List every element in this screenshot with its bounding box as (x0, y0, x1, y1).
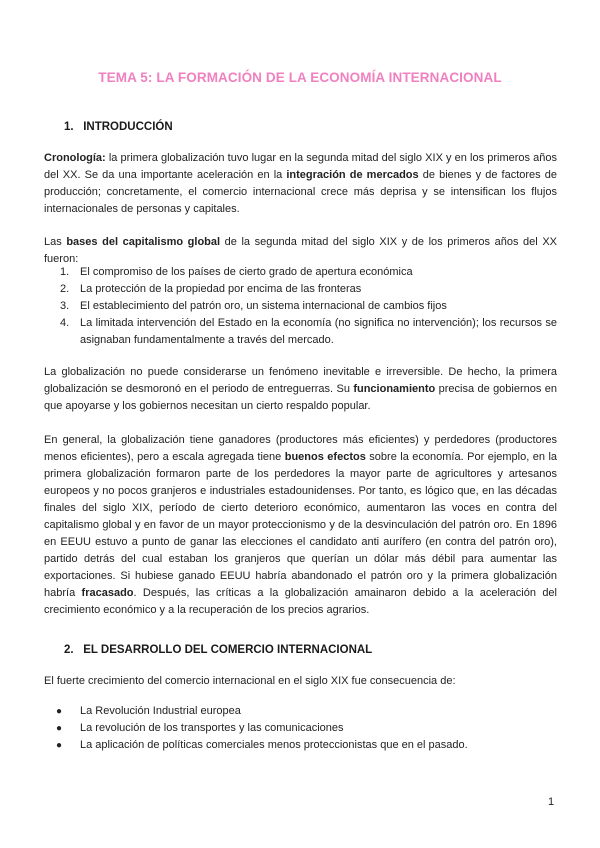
list-item (44, 281, 557, 298)
section-title: INTRODUCCIÓN (83, 121, 173, 133)
causes-list (44, 703, 557, 754)
list-item-text: El establecimiento del patrón oro, un sistema internacional de cambios fijos (80, 300, 447, 312)
paragraph-text: la primera globalización tuvo lugar en la segunda mitad del siglo XIX y en los primeros años del XX. Se da una importante aceleración en la (44, 152, 557, 181)
list-item (44, 737, 557, 754)
list-marker: 2. (60, 283, 70, 295)
list-item (44, 264, 557, 281)
paragraph-emphasis: buenos efectos (284, 451, 366, 463)
paragraph-text: La globalización no puede considerarse un fenómeno inevitable e irreversible. De hecho, la primera globalización se desmoronó en el periodo de entreguerras. Su (44, 366, 557, 395)
paragraph-text: de la segunda mitad del siglo XIX y de los primeros años del XX fueron: (44, 236, 557, 265)
paragraph-text: precisa de gobiernos en que apoyarse y los gobiernos necesitan un cierto respaldo popular. (44, 383, 557, 412)
page-number: 1 (548, 796, 555, 808)
paragraph-globalizacion (44, 364, 557, 415)
section-number: 1. (64, 121, 74, 133)
list-item-text: El compromiso de los países de cierto grado de apertura económica (80, 266, 413, 278)
paragraph-emphasis: funcionamiento (353, 383, 436, 395)
section-heading-comercio (64, 644, 372, 656)
list-item (44, 298, 557, 315)
list-item (44, 315, 557, 349)
bullet-icon: ● (56, 706, 63, 717)
list-marker: 3. (60, 300, 70, 312)
list-item-text: La Revolución Industrial europea (80, 705, 241, 717)
paragraph-cronologia (44, 150, 557, 218)
list-marker: 4. (60, 317, 70, 329)
paragraph-lead: Cronología: (44, 152, 106, 164)
section-title: EL DESARROLLO DEL COMERCIO INTERNACIONAL (83, 644, 373, 656)
paragraph-crecimiento (44, 673, 557, 690)
paragraph-text: Las (44, 236, 67, 248)
paragraph-ganadores (44, 432, 557, 619)
section-number: 2. (64, 644, 74, 656)
paragraph-emphasis: fracasado (81, 587, 134, 599)
paragraph-emphasis: integración de mercados (286, 169, 419, 181)
paragraph-bases (44, 234, 557, 268)
list-item-text: La revolución de los transportes y las comunicaciones (80, 722, 344, 734)
paragraph-text: El fuerte crecimiento del comercio internacional en el siglo XIX fue consecuencia de: (44, 675, 456, 687)
paragraph-text: En general, la globalización tiene ganadores (productores más eficientes) y perdedores (productores menos eficientes), pero a escala agregada tiene (44, 434, 557, 463)
list-item-text: La limitada intervención del Estado en la economía (no significa no intervención); los recursos se asignaban fundamentalmente a través del mercado. (80, 317, 557, 346)
list-item (44, 720, 557, 737)
list-item-text: La protección de la propiedad por encima de las fronteras (80, 283, 362, 295)
list-item-text: La aplicación de políticas comerciales menos proteccionistas que en el pasado. (80, 739, 468, 751)
list-marker: 1. (60, 266, 70, 278)
document-title: TEMA 5: LA FORMACIÓN DE LA ECONOMÍA INTERNACIONAL (98, 70, 502, 85)
paragraph-text: de bienes y de factores de producción; concretamente, el comercio internacional crece más deprisa y se intensifican los flujos internacionales de personas y capitales. (44, 169, 557, 215)
section-heading-intro (64, 121, 173, 133)
paragraph-text: . Después, las críticas a la globalización amainaron debido a la aceleración del crecimiento económico y a la recuperación de los precios agrarios. (44, 587, 557, 616)
bullet-icon: ● (56, 723, 63, 734)
list-item (44, 703, 557, 720)
bullet-icon: ● (56, 740, 63, 751)
paragraph-emphasis: bases del capitalismo global (66, 236, 221, 248)
paragraph-text: sobre la economía. Por ejemplo, en la primera globalización formaron parte de los perdedores la mayor parte de agricultores y artesanos europeos y no pocos granjeros e industriales estadounidenses. Por tanto, es lógico que, en las décadas finales del siglo XIX, período de cierto deterioro económico, aumentaron las voces en contra del capitalismo global y en favor de un mayor proteccionismo y de la desvinculación del patrón oro. En 1896 en EEUU estuvo a punto de ganar las elecciones el candidato anti aurífero (en contra del patrón oro), partido detrás del cual estaban los granjeros que querían un dólar más débil para aumentar las exportaciones. Si hubiese ganado EEUU habría abandonado el patrón oro y la primera globalización habría (44, 451, 558, 599)
bases-list (44, 264, 557, 349)
